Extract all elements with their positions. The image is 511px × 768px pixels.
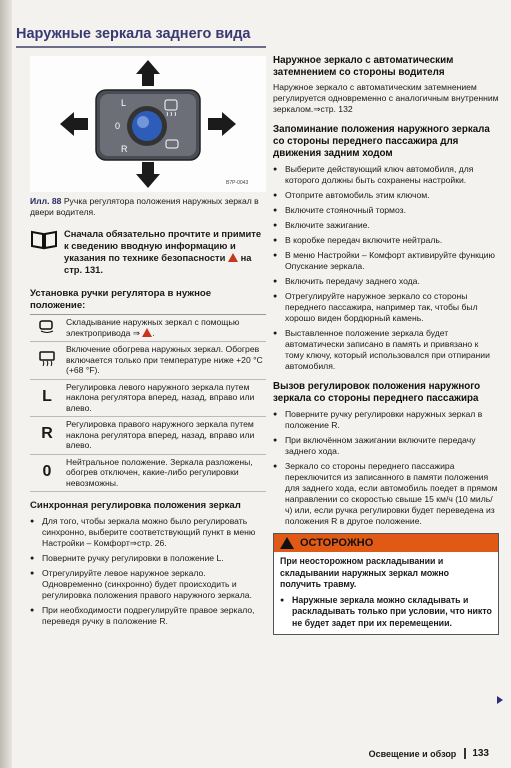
right-column bbox=[273, 55, 499, 635]
recall-step-1: ● Поверните ручку регулировки наружных зеркал в положение R. bbox=[273, 409, 499, 431]
positions-table bbox=[30, 315, 266, 492]
mirror-control-figure bbox=[30, 56, 266, 192]
row-heat-text: Включение обогрева наружных зеркал. Обогрев включается только при температуре ниже +20 °C (+68 °F). bbox=[64, 342, 266, 380]
memory-title: Запоминание положения наружного зеркала со стороны переднего пассажира для движения задним ходом bbox=[273, 124, 490, 159]
sync-title: Синхронная регулировка положения зеркал bbox=[30, 500, 241, 511]
knob-label-r: R bbox=[121, 144, 128, 154]
notice-text: Сначала обязательно прочтите и примите к сведению вводную информацию и указания по технике безопасности bbox=[64, 228, 262, 263]
warning-triangle-icon bbox=[228, 253, 238, 262]
sync-step-4: ● При необходимости подрегулируйте правое зеркало, переведя ручку в положение R. bbox=[30, 605, 266, 627]
mirror-fold-icon bbox=[38, 319, 56, 333]
memory-step-2: ● Отоприте автомобиль этим ключом. bbox=[273, 190, 499, 201]
arrow-up-icon bbox=[136, 60, 160, 86]
page-footer bbox=[369, 748, 489, 759]
page-number: 133 bbox=[464, 748, 489, 759]
knob-label-l: L bbox=[121, 98, 127, 108]
auto-dim-title: Наружное зеркало с автоматическим затемнением со стороны водителя bbox=[273, 55, 454, 78]
memory-step-3: ● Включите стояночный тормоз. bbox=[273, 205, 499, 216]
memory-step-1: ● Выберите действующий ключ автомобиля, для которого должны быть сохранены настройки. bbox=[273, 164, 499, 186]
figure-caption bbox=[30, 196, 266, 218]
left-column bbox=[30, 56, 266, 627]
table-title: Установка ручки регулятора в нужное положение: bbox=[30, 288, 266, 315]
sync-step-1: ● Для того, чтобы зеркала можно было регулировать синхронно, выберите соответствующий пункт в меню Настройки – Комфорт⇒стр. 26. bbox=[30, 516, 266, 549]
table-row bbox=[30, 417, 266, 455]
sync-step-2: ● Поверните ручку регулировки в положение L. bbox=[30, 553, 266, 564]
table-row: Складывание наружных зеркал с помощью электропривода ⇒ . bbox=[30, 315, 266, 342]
row-l-text: Регулировка левого наружного зеркала путем наклона регулятора вперед, назад, вправо или влево. bbox=[64, 379, 266, 417]
row-0-text: Нейтральное положение. Зеркала разложены, обогрев отключен, какие-либо регулировки невозможны. bbox=[64, 454, 266, 492]
arrow-right-icon bbox=[208, 112, 236, 136]
recall-title: Вызов регулировок положения наружного зеркала со стороны переднего пассажира bbox=[273, 381, 481, 404]
warning-box bbox=[273, 533, 499, 635]
mirror-heat-icon bbox=[38, 351, 56, 367]
auto-dim-text: Наружное зеркало с автоматическим затемнением регулируется одновременно с аналогичным внутренним зеркалом.⇒стр. 132 bbox=[273, 82, 499, 114]
sync-step-3: ● Отрегулируйте левое наружное зеркало. Одновременно (синхронно) будет происходить и регулировка положения правого наружного зеркала. bbox=[30, 568, 266, 601]
memory-step-5: ● В коробке передач включите нейтраль. bbox=[273, 235, 499, 246]
page-title: Наружные зеркала заднего вида bbox=[16, 26, 266, 48]
row-r-text: Регулировка правого наружного зеркала путем наклона регулятора вперед, назад, вправо или влево. bbox=[64, 417, 266, 455]
row-r-label: R bbox=[41, 425, 53, 442]
knob-label-0: 0 bbox=[115, 121, 121, 131]
notice-ref[interactable]: на стр. 131. bbox=[64, 252, 252, 275]
table-row bbox=[30, 454, 266, 492]
warning-title: ОСТОРОЖНО bbox=[300, 537, 374, 549]
row-0-label: 0 bbox=[42, 462, 52, 480]
warning-triangle-icon bbox=[142, 328, 152, 337]
warning-body bbox=[274, 552, 498, 634]
warning-bullet: ● Наружные зеркала можно складывать и раскладывать только при условии, что никто не будет задет при их перемещении. bbox=[280, 595, 492, 630]
warning-text: При неосторожном раскладывании и складывании наружных зеркал можно получить травму. bbox=[280, 556, 450, 589]
warning-header bbox=[274, 534, 498, 552]
table-row bbox=[30, 379, 266, 417]
warning-triangle-icon bbox=[280, 537, 294, 549]
memory-step-9: ● Выставленное положение зеркала будет автоматически записано в память и привязано к тому ключу, который использовался при отпирании автомобиля. bbox=[273, 328, 499, 372]
figure-code: B7P-0043 bbox=[226, 180, 249, 186]
next-page-arrow-icon bbox=[497, 696, 503, 704]
recall-step-3: ● Зеркало со стороны переднего пассажира переключится из записанного в памяти положения для заднего хода, если автомобиль поедет в прямом направлении со скоростью свыше 15 км/ч (10 миль/ч) или, если ручка регулировки будет переведена из положения R в другое положение. bbox=[273, 461, 499, 527]
mirror-knob-illustration bbox=[30, 56, 266, 192]
figure-caption-text: Ручка регулятора положения наружных зеркал в двери водителя. bbox=[30, 196, 259, 217]
arrow-left-icon bbox=[60, 112, 88, 136]
memory-step-6: ● В меню Настройки – Комфорт активируйте функцию Опускание зеркала. bbox=[273, 250, 499, 272]
memory-step-4: ● Включите зажигание. bbox=[273, 220, 499, 231]
row-l-label: L bbox=[42, 387, 52, 405]
footer-section: Освещение и обзор bbox=[368, 748, 457, 759]
arrow-down-icon bbox=[136, 162, 160, 188]
table-row bbox=[30, 342, 266, 380]
recall-step-2: ● При включённом зажигании включите передачу заднего хода. bbox=[273, 435, 499, 457]
book-icon bbox=[30, 228, 58, 250]
page-edge bbox=[0, 0, 12, 768]
row-fold-text: Складывание наружных зеркал с помощью электропривода ⇒ bbox=[66, 317, 240, 338]
read-first-notice bbox=[30, 228, 266, 276]
memory-step-8: ● Отрегулируйте наружное зеркало со стороны переднего пассажира, например так, чтобы был хорошо виден бордюрный камень. bbox=[273, 291, 499, 324]
memory-step-7: ● Включить передачу заднего хода. bbox=[273, 276, 499, 287]
figure-caption-label: Илл. 88 bbox=[30, 196, 62, 206]
